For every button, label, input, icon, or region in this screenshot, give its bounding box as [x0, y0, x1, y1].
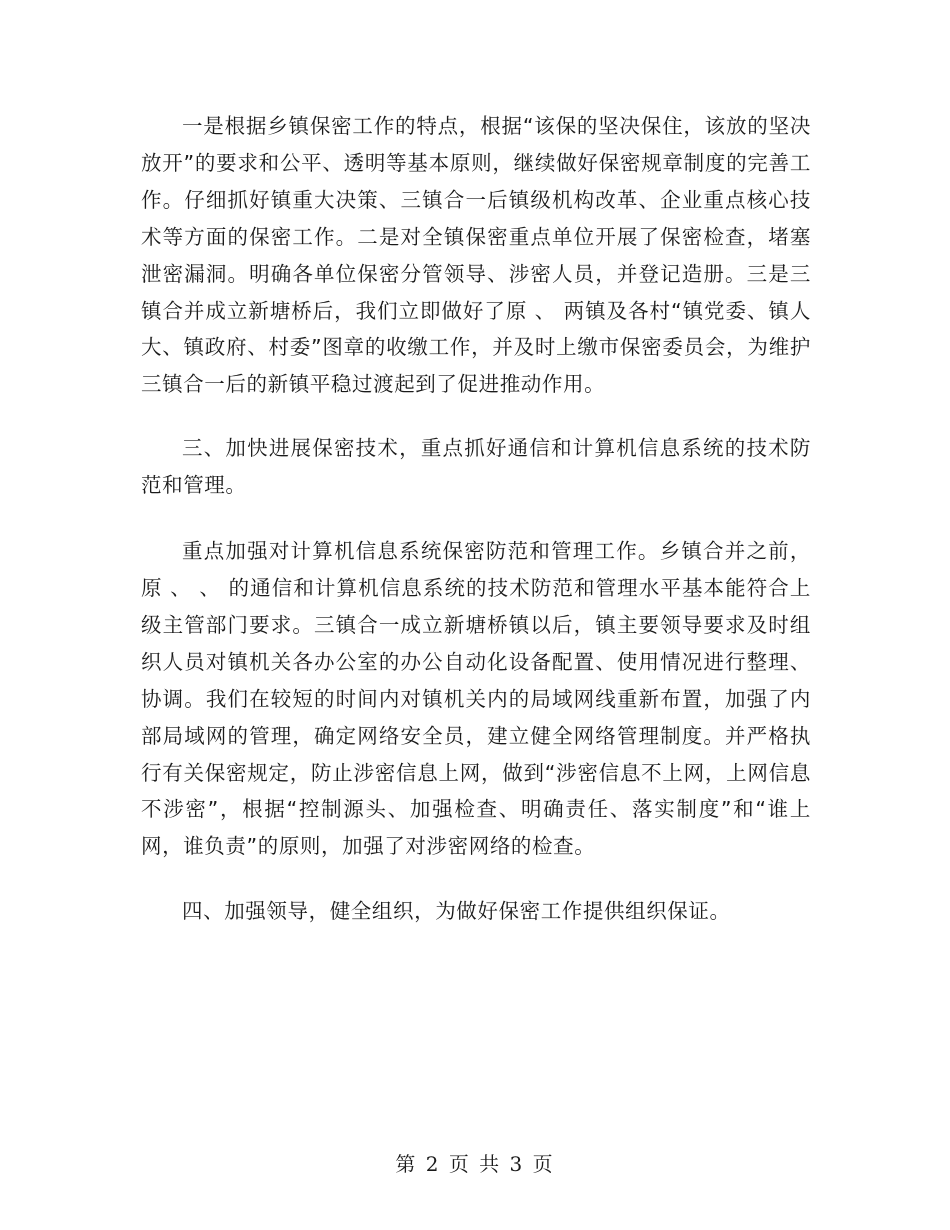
heading-section-three: 三、加快进展保密技术，重点抓好通信和计算机信息系统的技术防范和管理。 [141, 436, 811, 498]
heading-section-four: 四、加强领导，健全组织，为做好保密工作提供组织保证。 [182, 899, 731, 924]
document-body [141, 108, 811, 930]
page-number-footer: 第 2 页 共 3 页 [395, 1152, 555, 1176]
paragraph-computer-security: 重点加强对计算机信息系统保密防范和管理工作。乡镇合并之前，原 、 、 的通信和计算机信息系统的技术防范和管理水平基本能符合上级主管部门要求。三镇合一成立新塘桥镇以后，镇主要领导要求及时组织人员对镇机关各办公室的办公自动化设备配置、使用情况进行整理、协调。我们在较短的时间内对镇机关内的局域网线重新布置，加强了内部局域网的管理，确定网络安全员，建立健全网络管理制度。并严格执行有关保密规定，防止涉密信息上网，做到“涉密信息不上网，上网信息不涉密”，根据“控制源头、加强检查、明确责任、落实制度”和“谁上网，谁负责”的原则，加强了对涉密网络的检查。 [141, 539, 811, 859]
paragraph-secrecy-rules: 一是根据乡镇保密工作的特点，根据“该保的坚决保住，该放的坚决放开”的要求和公平、透明等基本原则，继续做好保密规章制度的完善工作。仔细抓好镇重大决策、三镇合一后镇级机构改革、企业重点核心技术等方面的保密工作。二是对全镇保密重点单位开展了保密检查，堵塞泄密漏洞。明确各单位保密分管领导、涉密人员，并登记造册。三是三镇合并成立新塘桥后，我们立即做好了原 、 两镇及各村“镇党委、镇人大、镇政府、村委”图章的收缴工作，并及时上缴市保密委员会，为维护三镇合一后的新镇平稳过渡起到了促进推动作用。 [141, 114, 811, 397]
